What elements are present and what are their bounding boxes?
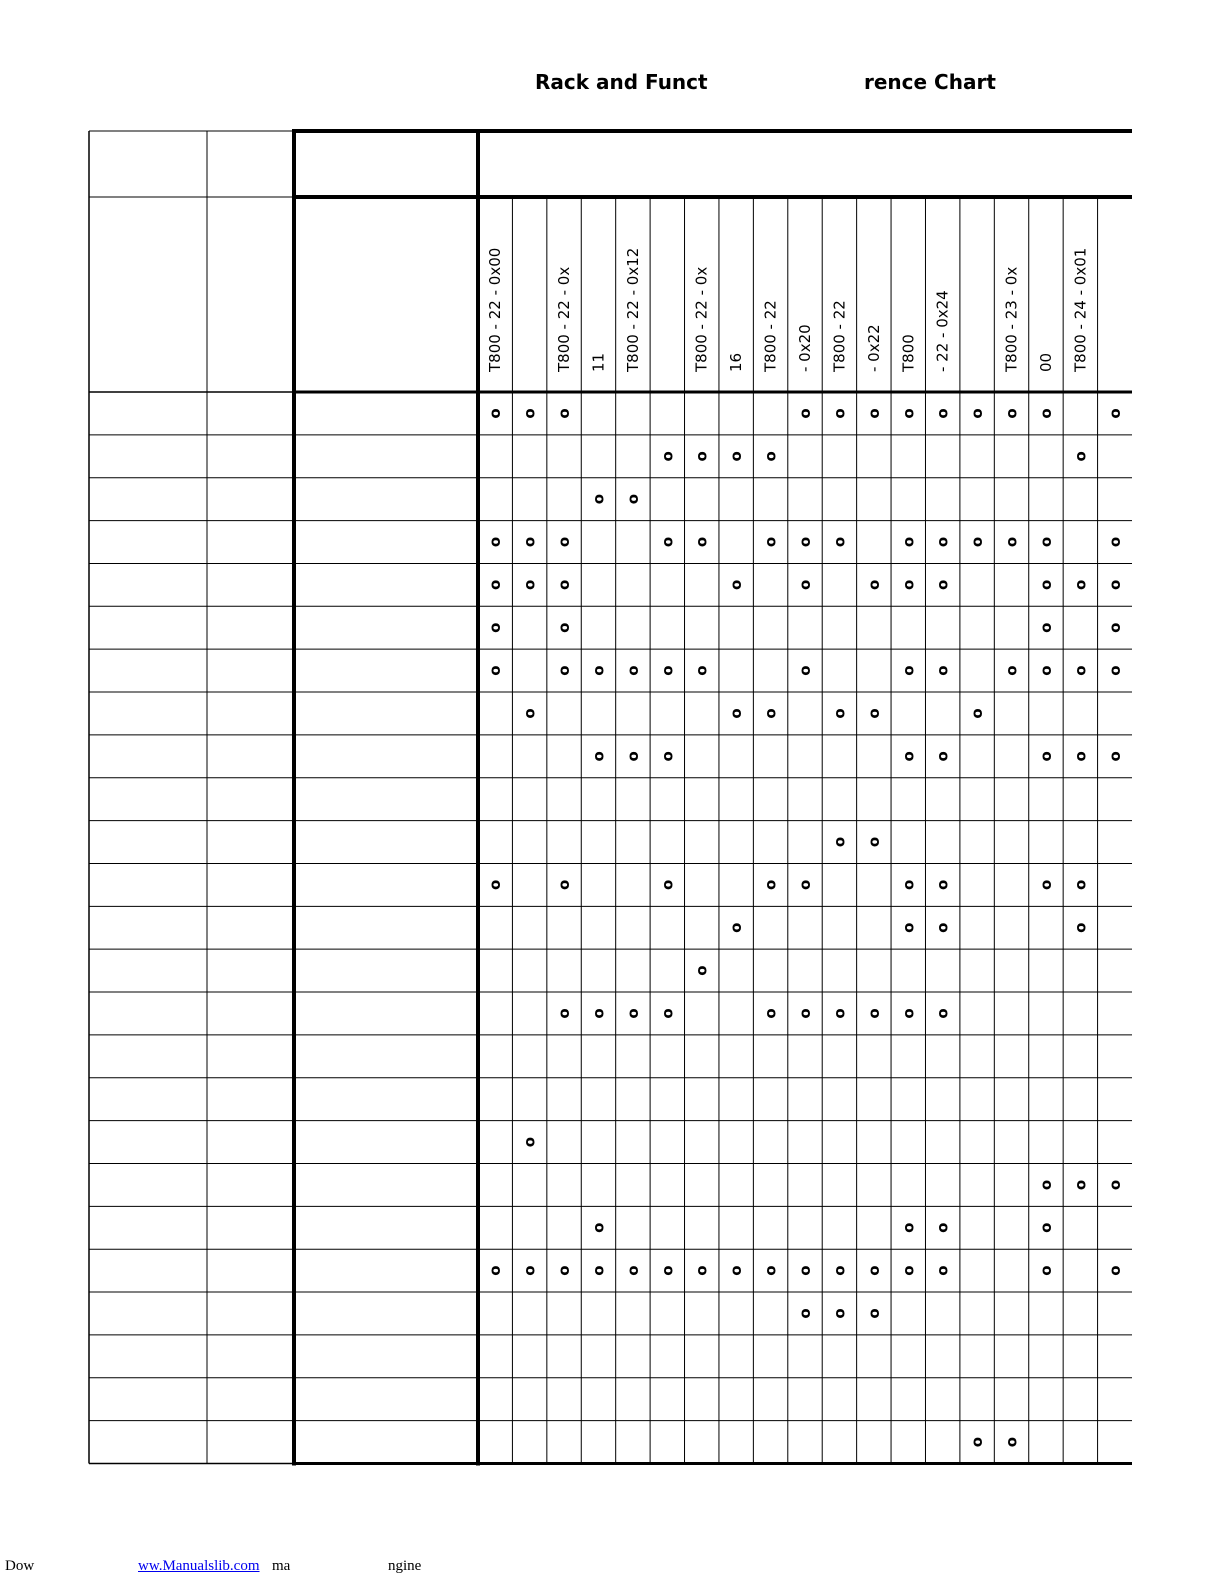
matrix-mark: o [1105,1179,1124,1191]
matrix-mark: o [933,579,952,591]
matrix-mark: o [658,1265,677,1276]
matrix-mark: o [1036,579,1055,591]
matrix-mark: o [1036,1265,1055,1276]
matrix-mark: o [486,1265,505,1276]
matrix-mark: o [796,1008,814,1019]
column-header-label: T800 - 22 [830,300,849,372]
matrix-mark: o [1105,1265,1124,1276]
matrix-mark: o [796,665,814,676]
matrix-mark: o [1036,879,1055,891]
column-header-label: T800 - 22 [761,300,780,372]
matrix-mark: o [658,879,677,891]
matrix-mark: o [589,665,608,676]
matrix-mark: o [830,708,849,719]
matrix-mark: o [830,836,849,848]
matrix-mark: o [933,665,952,676]
matrix-mark: o [1002,665,1021,676]
matrix-mark: o [761,1008,780,1019]
matrix-mark: o [1071,751,1090,762]
matrix-mark: o [1071,451,1090,462]
matrix-mark: o [727,451,746,462]
matrix-mark: o [1105,751,1124,762]
matrix-mark: o [1071,1179,1090,1191]
matrix-mark: o [520,1136,539,1148]
matrix-mark: o [1071,579,1090,591]
footer-manualslib-link[interactable]: ww.Manualslib.com [138,1558,260,1574]
matrix-mark: o [830,1008,849,1019]
matrix-mark: o [864,836,883,848]
matrix-mark: o [761,1265,780,1276]
matrix-mark: o [658,1008,677,1019]
matrix-mark: o [761,879,780,891]
matrix-mark: o [899,1265,918,1276]
matrix-mark: o [555,536,574,548]
matrix-mark: o [589,751,608,762]
matrix-mark: o [899,1222,918,1233]
column-header-label: T800 - 22 - 0x [555,266,574,372]
column-header-label: T800 - 22 - 0x [692,266,711,372]
footer-suffix-text: ngine [388,1558,422,1574]
column-header-label: 00 [1036,352,1055,372]
matrix-mark: o [692,536,711,548]
matrix-mark: o [692,451,711,462]
matrix-mark: o [555,579,574,591]
matrix-mark: o [899,536,918,548]
matrix-mark: o [486,408,505,419]
matrix-mark: o [796,1308,814,1319]
matrix-mark: o [555,622,574,633]
matrix-mark: o [555,879,574,891]
matrix-mark: o [933,922,952,933]
matrix-mark: o [796,879,814,891]
matrix-mark: o [933,408,952,419]
column-header-label: 16 [727,352,746,372]
matrix-mark: o [623,1008,642,1019]
matrix-mark: o [864,708,883,719]
matrix-mark: o [727,708,746,719]
matrix-mark: o [830,1308,849,1319]
matrix-mark: o [692,665,711,676]
matrix-mark: o [727,579,746,591]
column-header-label: - 22 - 0x24 [933,290,952,372]
matrix-mark: o [623,665,642,676]
column-header-label: - 0x20 [796,324,814,372]
matrix-mark: o [933,879,952,891]
matrix-mark: o [555,1265,574,1276]
matrix-mark: o [1002,536,1021,548]
matrix-mark: o [1071,879,1090,891]
matrix-mark: o [796,579,814,591]
matrix-mark: o [555,1008,574,1019]
matrix-mark: o [555,408,574,419]
column-header-label: 11 [589,352,608,372]
matrix-mark: o [796,408,814,419]
matrix-mark: o [1105,579,1124,591]
matrix-mark: o [1036,408,1055,419]
matrix-mark: o [933,751,952,762]
matrix-mark: o [1002,408,1021,419]
matrix-mark: o [864,1008,883,1019]
column-header-label: T800 - 22 - 0x00 [486,247,505,372]
matrix-mark: o [555,665,574,676]
matrix-mark: o [692,1265,711,1276]
matrix-mark: o [1105,665,1124,676]
matrix-mark: o [589,493,608,505]
matrix-mark: o [761,708,780,719]
matrix-mark: o [589,1008,608,1019]
matrix-mark: o [1105,622,1124,633]
matrix-mark: o [623,1265,642,1276]
matrix-mark: o [520,1265,539,1276]
footer-download-text: Dow [5,1558,35,1574]
matrix-mark: o [486,536,505,548]
matrix-mark: o [486,879,505,891]
matrix-mark: o [486,579,505,591]
matrix-mark: o [899,1008,918,1019]
matrix-mark: o [864,579,883,591]
matrix-mark: o [658,665,677,676]
matrix-mark: o [1105,408,1124,419]
column-header-label: T800 - 22 - 0x12 [623,247,642,372]
matrix-mark: o [864,1265,883,1276]
matrix-mark: o [1036,622,1055,633]
matrix-mark: o [933,1222,952,1233]
matrix-mark: o [796,536,814,548]
matrix-mark: o [1036,1222,1055,1233]
matrix-mark: o [520,408,539,419]
matrix-mark: o [623,493,642,505]
matrix-mark: o [589,1265,608,1276]
matrix-mark: o [520,536,539,548]
matrix-mark: o [658,451,677,462]
matrix-mark: o [1036,536,1055,548]
matrix-mark: o [899,665,918,676]
matrix-mark: o [933,1265,952,1276]
matrix-mark: o [933,536,952,548]
matrix-mark: o [1105,536,1124,548]
matrix-mark: o [1002,1436,1021,1448]
matrix-mark: o [658,536,677,548]
matrix-mark: o [899,922,918,933]
matrix-mark: o [486,622,505,633]
matrix-mark: o [968,708,987,719]
matrix-mark: o [589,1222,608,1233]
matrix-mark: o [692,965,711,976]
matrix-mark: o [830,408,849,419]
column-header-label: - 0x22 [864,324,883,372]
matrix-mark: o [933,1008,952,1019]
matrix-mark: o [761,536,780,548]
matrix-mark: o [727,1265,746,1276]
matrix-mark: o [899,879,918,891]
footer-middle-text: ma [272,1558,291,1574]
matrix-mark: o [727,922,746,933]
matrix-mark: o [864,408,883,419]
matrix-mark: o [968,408,987,419]
chart-title-left: Rack and Funct [535,70,708,94]
matrix-mark: o [796,1265,814,1276]
matrix-mark: o [1071,665,1090,676]
matrix-mark: o [899,579,918,591]
matrix-mark: o [830,1265,849,1276]
matrix-mark: o [520,579,539,591]
matrix-mark: o [968,536,987,548]
matrix-mark: o [623,751,642,762]
matrix-mark: o [658,751,677,762]
matrix-mark: o [968,1436,987,1448]
column-header-label: T800 - 24 - 0x01 [1071,247,1090,372]
matrix-mark: o [830,536,849,548]
matrix-mark: o [520,708,539,719]
matrix-mark: o [1036,1179,1055,1191]
matrix-mark: o [899,408,918,419]
matrix-mark: o [1036,665,1055,676]
matrix-mark: o [1071,922,1090,933]
chart-title-right: rence Chart [864,70,996,94]
column-header-label: T800 - 23 - 0x [1002,266,1021,372]
matrix-mark: o [486,665,505,676]
matrix-mark: o [899,751,918,762]
matrix-mark: o [864,1308,883,1319]
matrix-mark: o [1036,751,1055,762]
column-header-label: T800 [899,334,918,372]
matrix-mark: o [761,451,780,462]
